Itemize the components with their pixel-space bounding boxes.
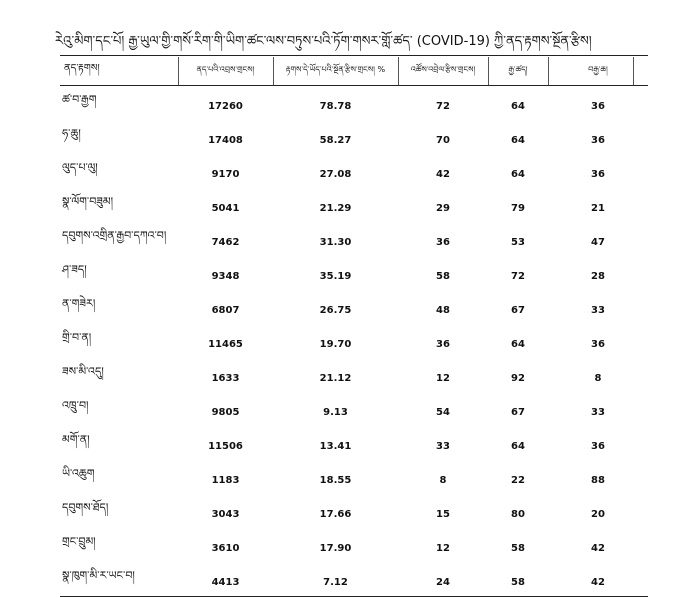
- row-case-count: 5041: [211, 202, 240, 214]
- column-divider: [178, 57, 179, 85]
- row-ratio: 8: [594, 372, 602, 384]
- row-ratio: 88: [591, 474, 605, 486]
- row-case-count: 11506: [208, 440, 243, 452]
- row-study-count: 54: [436, 406, 450, 418]
- row-ratio: 33: [591, 304, 605, 316]
- table-row: [60, 562, 648, 597]
- row-percentage: 18.55: [319, 474, 352, 486]
- row-symptom: དབུགས་འགྲིན་རྒྱབ་དཀའ་བ།: [62, 229, 167, 242]
- column-divider: [398, 57, 399, 85]
- row-size: 92: [511, 372, 525, 384]
- row-percentage: 27.08: [319, 168, 352, 180]
- row-case-count: 6807: [211, 304, 240, 316]
- column-divider: [488, 57, 489, 85]
- row-study-count: 72: [436, 100, 450, 112]
- row-size: 80: [511, 508, 525, 520]
- row-symptom: ཧ་ཆུ།: [62, 127, 81, 140]
- table-row: [60, 86, 648, 121]
- row-size: 22: [511, 474, 525, 486]
- row-ratio: 42: [591, 542, 605, 554]
- header-study-count: འཚོས་འབྲེལ་རྩིས་གྲངས།: [398, 57, 488, 86]
- row-case-count: 9805: [211, 406, 240, 418]
- row-case-count: 1633: [211, 372, 240, 384]
- table-row: [60, 528, 648, 562]
- row-symptom: གྲི་བ་ན།: [62, 331, 92, 344]
- row-case-count: 17408: [208, 134, 243, 146]
- row-percentage: 13.41: [319, 440, 352, 452]
- row-study-count: 36: [436, 236, 450, 248]
- row-ratio: 36: [591, 440, 605, 452]
- row-ratio: 42: [548, 562, 648, 597]
- table-row: [60, 154, 648, 188]
- row-size: 64: [511, 168, 525, 180]
- row-percentage: 26.75: [319, 304, 352, 316]
- row-percentage: 35.19: [319, 270, 352, 282]
- row-symptom: ཤ་ཟད།: [62, 263, 87, 276]
- row-symptom: སྣ་ཁུག་མི་ར་ཡང་བ།: [60, 562, 178, 597]
- header-size: རྒྱ་ཚད།: [488, 57, 548, 86]
- row-study-count: 70: [436, 134, 450, 146]
- row-symptom: དབུགས་ཐོད།: [62, 501, 109, 514]
- row-case-count: 7462: [211, 236, 240, 248]
- table-row: [60, 324, 648, 358]
- row-size: 64: [511, 440, 525, 452]
- row-ratio: 20: [591, 508, 605, 520]
- row-percentage: 21.29: [319, 202, 352, 214]
- row-percentage: 58.27: [319, 134, 352, 146]
- table-row: [60, 290, 648, 324]
- row-study-count: 58: [436, 270, 450, 282]
- header-symptom: ནད་རྟགས།: [60, 57, 178, 86]
- row-symptom: ཚ་བ་རྒྱག: [62, 93, 97, 106]
- table-row: [60, 426, 648, 460]
- row-symptom: འཁྲུ་བ།: [62, 399, 89, 412]
- row-percentage: 9.13: [323, 406, 348, 418]
- row-symptom: མགོ་ན།: [62, 433, 90, 446]
- row-case-count: 11465: [208, 338, 243, 350]
- row-size: 58: [488, 562, 548, 597]
- row-ratio: 36: [591, 168, 605, 180]
- column-divider: [633, 57, 634, 85]
- table-row: [60, 256, 648, 290]
- row-size: 67: [511, 304, 525, 316]
- row-study-count: 8: [439, 474, 447, 486]
- row-percentage: 17.90: [319, 542, 352, 554]
- row-symptom: ཟས་མི་འདུ།: [62, 365, 104, 378]
- row-case-count: 9348: [211, 270, 240, 282]
- row-percentage: 17.66: [319, 508, 352, 520]
- table-row: [60, 358, 648, 392]
- row-ratio: 28: [591, 270, 605, 282]
- row-percentage: 7.12: [273, 562, 398, 597]
- row-size: 67: [511, 406, 525, 418]
- row-ratio: 36: [591, 100, 605, 112]
- header-percentage: རྟགས་དེ་ཡོད་པའི་སྔོན་རྩིས་གྲངས། %: [273, 57, 398, 86]
- row-ratio: 47: [591, 236, 605, 248]
- row-size: 64: [511, 134, 525, 146]
- row-ratio: 21: [591, 202, 605, 214]
- row-study-count: 15: [436, 508, 450, 520]
- row-percentage: 21.12: [319, 372, 352, 384]
- row-case-count: 1183: [211, 474, 240, 486]
- row-study-count: 12: [436, 542, 450, 554]
- row-study-count: 42: [436, 168, 450, 180]
- row-study-count: 12: [436, 372, 450, 384]
- column-divider: [273, 57, 274, 85]
- table-header-row: [60, 57, 648, 86]
- row-symptom: ན་གཟེར།: [62, 297, 96, 310]
- row-size: 53: [511, 236, 525, 248]
- header-ratio: བརྒྱ་ཆ།: [548, 57, 648, 86]
- row-case-count: 3610: [211, 542, 240, 554]
- table-title: རེའུ་མིག་དང་པོ། རྒྱ་ཡུལ་གྱི་གསོ་རིག་གི་ཡིག་ཚང་ལས་བཏུས་པའི་ཏོག་གསར་གློ་ཚད་ (COVID-19) ཀྱི་ནད་རྟགས་སྔོན་རྩིས།: [55, 34, 592, 49]
- row-percentage: 19.70: [319, 338, 352, 350]
- table-row: [60, 222, 648, 256]
- row-case-count: 4413: [178, 562, 273, 597]
- table-row: [60, 460, 648, 494]
- symptom-table: [60, 57, 648, 597]
- header-case-count: ནད་པའི་འབྲས་གྲངས།: [178, 57, 273, 86]
- row-symptom: སྣ་ལོག་བཟུམ།: [62, 195, 114, 208]
- column-divider: [548, 57, 549, 85]
- table-row: [60, 188, 648, 222]
- row-study-count: 24: [398, 562, 488, 597]
- table-row: [60, 494, 648, 528]
- row-symptom: ཡི་འཆུག: [62, 467, 95, 480]
- row-case-count: 17260: [208, 100, 243, 112]
- row-size: 79: [511, 202, 525, 214]
- row-study-count: 29: [436, 202, 450, 214]
- row-size: 72: [511, 270, 525, 282]
- row-ratio: 36: [591, 338, 605, 350]
- row-study-count: 48: [436, 304, 450, 316]
- row-size: 64: [511, 338, 525, 350]
- row-ratio: 36: [591, 134, 605, 146]
- table-row: [60, 392, 648, 426]
- table-top-rule: [60, 55, 648, 56]
- row-study-count: 33: [436, 440, 450, 452]
- row-case-count: 9170: [211, 168, 240, 180]
- row-study-count: 36: [436, 338, 450, 350]
- row-symptom: ལུད་པ་ལུ།: [62, 161, 98, 174]
- row-percentage: 78.78: [319, 100, 352, 112]
- row-size: 64: [511, 100, 525, 112]
- row-ratio: 33: [591, 406, 605, 418]
- row-symptom: གྲང་བྲུམ།: [62, 535, 96, 548]
- row-size: 58: [511, 542, 525, 554]
- row-case-count: 3043: [211, 508, 240, 520]
- row-percentage: 31.30: [319, 236, 352, 248]
- table-row: [60, 120, 648, 154]
